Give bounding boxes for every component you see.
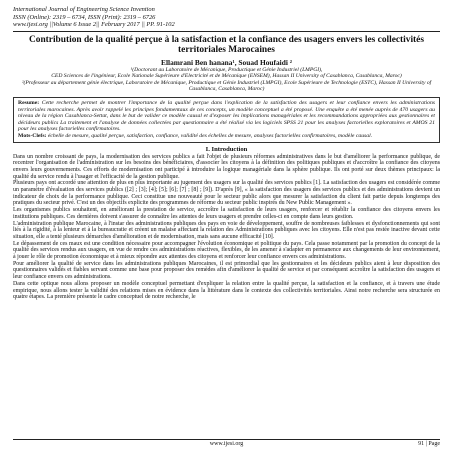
affiliation-1: ¹(Doctorant au Laboratoire de Mécanique, Productique et Génie Industriel (LMPGI), — [130, 66, 323, 73]
abstract-box — [13, 97, 440, 143]
paragraph: Plusieurs pays ont accordé une attention de plus en plus importante au jugement des usagers sur la qualité des services publics [1]. La satisfaction des usagers est considérée comme un paramètre d'évaluation des services publics ([2] ; [3]; [4]; [5]; [6]; [7] ; [8] ; [9]). D'après [9], « la satisfaction des usagers des services publics et des administrations devient un indicateur de choix de la performance publique. Ceci constitue une nouveauté pour le secteur public alors que mesurer la satisfaction du client fait partie depuis longtemps des pratiques du secteur privé. C'est un des objectifs explicite des programmes de réforme du secteur public inspirés du New Public Management ». — [13, 180, 440, 207]
affiliation-1-cont: CED Sciences de l'ingénieur, Ecole Nationale Supérieure d'Electricité et de Mécanique (ENSEM), Hassan II University of Casablanca, Casablanca, Maroc) — [51, 73, 402, 80]
keywords — [18, 133, 435, 140]
header-rule — [13, 31, 440, 32]
journal-name: International Journal of Engineering Science Invention — [13, 6, 155, 13]
paragraph: Dans un nombre croissant de pays, la modernisation des services publics a fait l'objet de plusieurs réformes administratives dans le but d'améliorer la performance publique, de recentrer l'organisation de l'administration sur les besoins des bénéficiaires, d'associer les citoyens à la définition des politiques publiques et d'accroître la confiance des citoyens envers leurs gouvernements. Ces efforts de modernisation ont participé à introduire la logique managériale dans la sphère publique. Ils ont porté sur deux thèmes principaux: la qualité du service rendu à l'usager et l'efficacité de la gestion publique. — [13, 153, 440, 180]
paragraph: Les organismes publics souhaitent, en améliorant la prestation de service, accroître la satisfaction de leurs usagers, renforcer et rétablir la confiance des citoyens envers les institutions publiques. Ces dernières doivent s'assurer de connaître les attentes de leurs usagers et prendre celles-ci en compte dans leurs gestion. — [13, 207, 440, 220]
page-footer — [13, 439, 440, 449]
keywords-text: échelle de mesure, qualité perçue, satisfaction, confiance, validité des échelles de mesure, analyses factorielles confirmatoires, modèle causal. — [47, 132, 373, 139]
journal-volume: www.ijesi.org ||Volume 6 Issue 2|| February 2017 || PP. 91-102 — [13, 21, 175, 29]
footer-url[interactable]: www.ijesi.org — [209, 441, 244, 447]
journal-issn: ISSN (Online): 2319 – 6734, ISSN (Print): 2319 – 6726 — [13, 13, 156, 21]
paragraph: L'administration publique Marocaine, à l'instar des administrations publiques des pays en voie de développement, souffre de nombreuses faiblesses et dysfonctionnements qui sont liés à la rigidité, à la lenteur et à la bureaucratie et créent un malaise affectant la relation des Administrations publiques avec les citoyens. Elle n'est pas restée inactive devant cette situation, elle a tenté plusieurs démarches d'amélioration et de modernisation, mais sans aucune efficacité [10]. — [13, 220, 440, 240]
page-number: 91 | Page — [418, 441, 440, 447]
paragraph: Pour améliorer la qualité de service dans les administrations publiques Marocaines, il est primordial que les gestionnaires et les décideurs publics aient à leur disposition des questionnaires validés et fiables servant comme une base pour proposer des remèdes afin d'améliorer la qualité de service et par conséquent accroître la satisfaction des usagers et leur confiance envers ces administrations. — [13, 260, 440, 281]
section-heading: I. Introduction — [205, 145, 248, 153]
footer-rule — [13, 439, 440, 440]
abstract-label: Resume: — [18, 99, 40, 106]
body-text — [13, 154, 440, 301]
affiliations — [13, 67, 440, 93]
affiliation-2: ²(Professeur au département génie électrique, Laboratoire de Mécanique, Productique et Génie Industriel (LMPGI), Ecole Supérieure de Technologie (ESTC), Hassan II University of Casablanca, Casablanca, Maroc) — [21, 79, 432, 93]
paragraph: Le dépassement de ces maux est une condition nécessaire pour accompagner l'évolution économique et politique du pays. Cela passe notamment par la promotion du concept de la qualité des services rendus aux usagers, en vue de rendre ces administrations réactives, flexibles, de les amener à s'adapter en permanence aux changements de leur environnement, à jouer le rôle de promotion économique et à mieux répondre aux attentes des citoyens et renforcer leur confiance envers ces administrations. — [13, 240, 440, 261]
abstract — [18, 100, 435, 133]
paper-title: Contribution de la qualité perçue à la satisfaction et la confiance des usagers envers les collectivités territoriales Marocaines — [28, 34, 424, 56]
paper-authors: Ellamrani Ben hanana¹, Souad Houfaidi ² — [161, 57, 292, 67]
keywords-label: Mots-Clefs: — [18, 132, 47, 139]
journal-header — [13, 6, 440, 29]
abstract-text: Cette recherche permet de montrer l'importance de la qualité perçue dans l'explication de la satisfaction des usagers et leur confiance envers les administrations territoriales marocaines. Après avoir rappelé les principes fondamentaux de ces concepts, un modèle conceptuel a été proposé. Une enquête a été menée auprès de 470 usagers au niveau de la région Casablanca-Settat, dans le but de valider ce modèle causal et d'exposer les implications managériales et les recommandations appropriées aux gestionnaires et décideurs publics La traitement et l'analyse de données collectées par questionnaire a été réalisé via les logiciels SPSS 21 pour les analyses factorielles exploratoires et AMOS 21 pour les analyses factorielles confirmatoires. — [18, 99, 436, 133]
paragraph: Dans cette optique nous allons proposer un modèle conceptuel permettant d'expliquer la relation entre la qualité perçue, la satisfaction et la confiance, et à travers une étude empirique, nous allons tester la validité des relations mises en évidence dans la littérature dans le contexte des collectivités territoriales. Ainsi notre recherche sera structurée en quatre étapes. La première présente le cadre conceptuel de notre recherche, le — [13, 280, 440, 301]
footer-row — [13, 441, 440, 449]
